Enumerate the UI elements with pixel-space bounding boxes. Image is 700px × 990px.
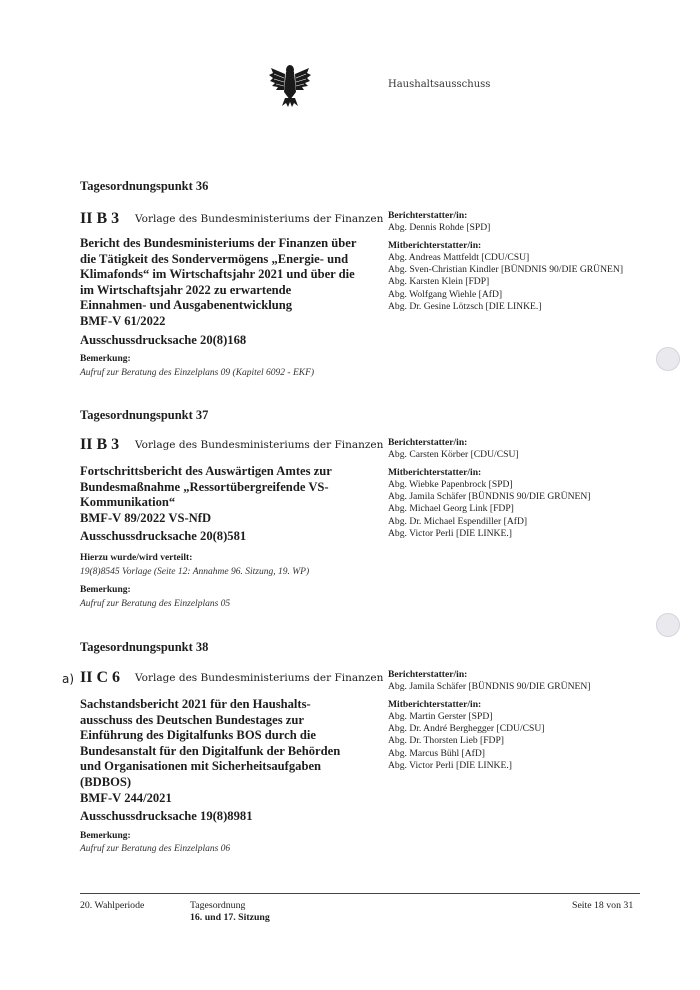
mitberichterstatter: Abg. Wolfgang Wiehle [AfD] <box>388 288 503 300</box>
punch-hole <box>656 347 680 371</box>
mitberichterstatter: Abg. Dr. Thorsten Lieb [FDP] <box>388 735 505 747</box>
vorlage-text: Vorlage des Bundesministeriums der Finanzen <box>135 439 384 451</box>
berichterstatter: Abg. Jamila Schäfer [BÜNDNIS 90/DIE GRÜNEN] <box>388 681 591 693</box>
vorlage-text: Vorlage des Bundesministeriums der Finanzen <box>135 213 384 225</box>
mitberichterstatter: Abg. Wiebke Papenbrock [SPD] <box>388 478 513 490</box>
ausschussdrucksache: Ausschussdrucksache 20(8)581 <box>80 529 247 543</box>
subject-text: Bericht des Bundesministeriums der Finanzen über die Tätigkeit des Sondervermögens „Energie- und Klimafonds“ im Wirtschaftsjahr 2021 und über die im Wirtschaftsjahr 2022 zu erwartende Einnahmen- und Ausgabenentwicklung BMF-V 61/2022 <box>80 236 357 328</box>
mitberichterstatter: Abg. Martin Gerster [SPD] <box>388 710 493 722</box>
mitberichterstatter: Abg. Victor Perli [DIE LINKE.] <box>388 760 512 772</box>
footer-period: 20. Wahlperiode <box>80 900 145 911</box>
committee-name: Haushaltsausschuss <box>388 79 491 90</box>
footer-label: Tagesordnung <box>190 900 246 911</box>
agenda-item-title: Tagesordnungspunkt 37 <box>80 408 209 422</box>
rapporteurs <box>388 669 591 772</box>
mitberichterstatter: Abg. Karsten Klein [FDP] <box>388 276 490 288</box>
agenda-item-title: Tagesordnungspunkt 38 <box>80 640 209 654</box>
mitberichterstatter: Abg. Dr. Gesine Lötzsch [DIE LINKE.] <box>388 301 542 313</box>
mitberichterstatter: Abg. Dr. Michael Espendiller [AfD] <box>388 515 528 527</box>
ausschussdrucksache: Ausschussdrucksache 19(8)8981 <box>80 809 253 823</box>
bemerkung-text: Aufruf zur Beratung des Einzelplans 05 <box>80 599 231 609</box>
mitberichterstatter-label: Mitberichterstatter/in: <box>388 239 482 251</box>
rapporteurs <box>388 437 591 540</box>
department-code: II C 6 <box>80 669 121 686</box>
bemerkung-label: Bemerkung: <box>80 354 131 364</box>
bemerkung-text: Aufruf zur Beratung des Einzelplans 06 <box>80 844 231 854</box>
department-code: II B 3 <box>80 436 120 453</box>
subject-text: Fortschrittsbericht des Auswärtigen Amtes zur Bundesmaßnahme „Ressortübergreifende VS- Kommunikation“ BMF-V 89/2022 VS-NfD <box>80 464 332 525</box>
berichterstatter-label: Berichterstatter/in: <box>388 669 468 680</box>
hinweis-text: 19(8)8545 Vorlage (Seite 12: Annahme 96. Sitzung, 19. WP) <box>80 567 310 577</box>
department-code: II B 3 <box>80 210 120 227</box>
mitberichterstatter: Abg. Dr. André Berghegger [CDU/CSU] <box>388 723 545 735</box>
footer-sessions: 16. und 17. Sitzung <box>190 912 270 923</box>
bemerkung-label: Bemerkung: <box>80 831 131 841</box>
footer-divider <box>80 893 640 894</box>
mitberichterstatter-label: Mitberichterstatter/in: <box>388 698 482 710</box>
federal-eagle-icon <box>268 62 312 108</box>
page-number: Seite 18 von 31 <box>572 900 634 911</box>
mitberichterstatter: Abg. Jamila Schäfer [BÜNDNIS 90/DIE GRÜNEN] <box>388 491 591 503</box>
berichterstatter: Abg. Carsten Körber [CDU/CSU] <box>388 449 519 461</box>
mitberichterstatter: Abg. Marcus Bühl [AfD] <box>388 747 485 759</box>
bemerkung-text: Aufruf zur Beratung des Einzelplans 09 (Kapitel 6092 - EKF) <box>80 368 315 378</box>
mitberichterstatter: Abg. Michael Georg Link [FDP] <box>388 503 514 515</box>
berichterstatter-label: Berichterstatter/in: <box>388 437 468 448</box>
mitberichterstatter: Abg. Victor Perli [DIE LINKE.] <box>388 528 512 540</box>
item-prefix: a) <box>62 672 75 686</box>
berichterstatter: Abg. Dennis Rohde [SPD] <box>388 222 491 234</box>
bemerkung-label: Bemerkung: <box>80 585 131 595</box>
subject-text: Sachstandsbericht 2021 für den Haushalts- ausschuss des Deutschen Bundestages zur Einführung des Digitalfunks BOS durch die Bundesanstalt für den Digitalfunk der Behörden und Organisationen mit Sicherheitsaufgaben (BDBOS) BMF-V 244/2021 <box>80 697 341 805</box>
rapporteurs <box>388 210 623 313</box>
hinweis-label: Hierzu wurde/wird verteilt: <box>80 553 193 563</box>
vorlage-text: Vorlage des Bundesministeriums der Finanzen <box>135 672 384 684</box>
ausschussdrucksache: Ausschussdrucksache 20(8)168 <box>80 333 247 347</box>
mitberichterstatter: Abg. Sven-Christian Kindler [BÜNDNIS 90/DIE GRÜNEN] <box>388 264 624 276</box>
mitberichterstatter: Abg. Andreas Mattfeldt [CDU/CSU] <box>388 251 530 263</box>
agenda-item-title: Tagesordnungspunkt 36 <box>80 179 209 193</box>
punch-hole <box>656 613 680 637</box>
mitberichterstatter-label: Mitberichterstatter/in: <box>388 466 482 478</box>
berichterstatter-label: Berichterstatter/in: <box>388 210 468 221</box>
